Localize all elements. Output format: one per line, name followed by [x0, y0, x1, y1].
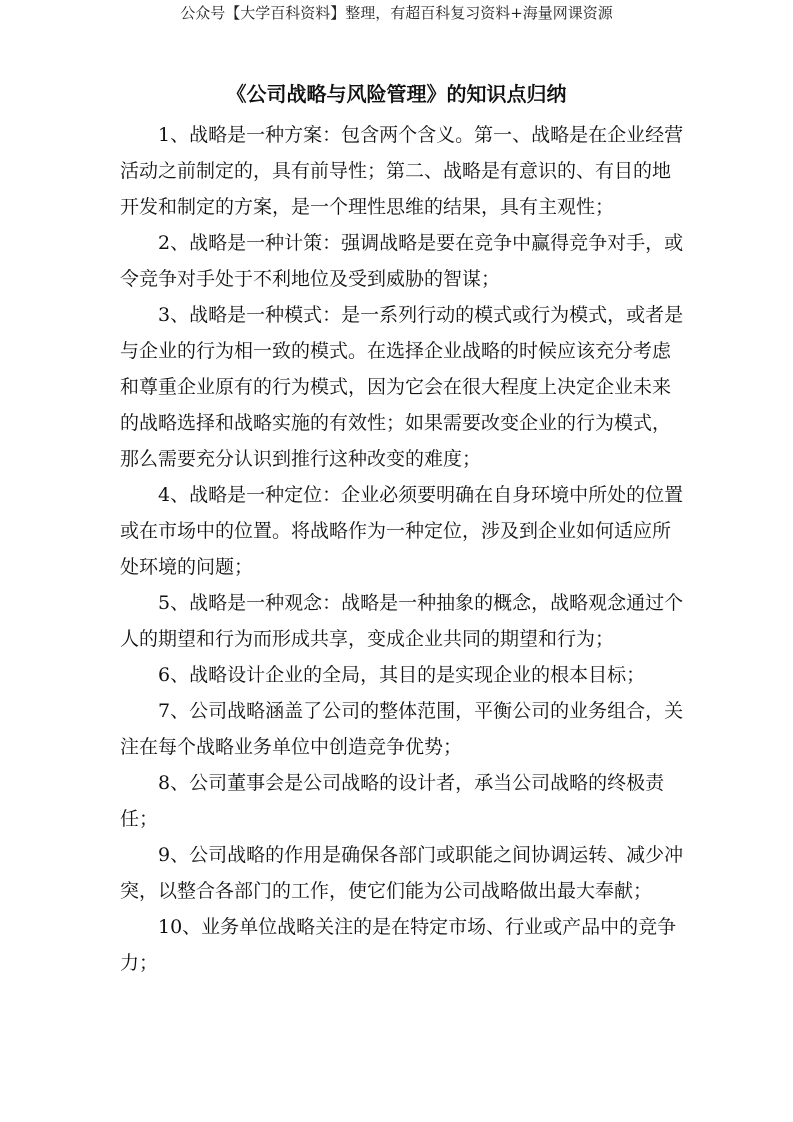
paragraph-line: 10、业务单位战略关注的是在特定市场、行业或产品中的竞争 [158, 916, 677, 938]
paragraph-line: 活动之前制定的，具有前导性；第二、战略是有意识的、有目的地 [120, 160, 672, 182]
paragraph [120, 837, 684, 909]
paragraph [120, 657, 672, 693]
paragraph-line: 令竞争对手处于不利地位及受到威胁的智谋； [120, 268, 501, 290]
paragraph-line: 处环境的问题； [120, 556, 254, 578]
paragraph-line: 1、战略是一种方案：包含两个含义。第一、战略是在企业经营 [158, 124, 684, 146]
paragraph-line: 2、战略是一种计策：强调战略是要在竞争中赢得竞争对手，或 [158, 232, 684, 254]
paragraph-line: 9、公司战略的作用是确保各部门或职能之间协调运转、减少冲 [158, 844, 684, 866]
paragraph [120, 585, 684, 657]
paragraph [120, 477, 684, 585]
paragraph-line: 人的期望和行为而形成共享，变成企业共同的期望和行为； [120, 628, 615, 650]
paragraph-line: 开发和制定的方案，是一个理性思维的结果，具有主观性； [120, 196, 615, 218]
paragraph-line: 的战略选择和战略实施的有效性；如果需要改变企业的行为模式， [120, 412, 672, 434]
document-title: 《公司战略与风险管理》的知识点归纳 [226, 82, 567, 106]
paragraph-line: 5、战略是一种观念：战略是一种抽象的概念，战略观念通过个 [158, 592, 684, 614]
paragraph-line: 那么需要充分认识到推行这种改变的难度； [120, 448, 482, 470]
paragraph-line: 3、战略是一种模式：是一系列行动的模式或行为模式，或者是 [158, 304, 684, 326]
paragraph-line: 4、战略是一种定位：企业必须要明确在自身环境中所处的位置 [158, 484, 684, 506]
paragraph-line: 7、公司战略涵盖了公司的整体范围，平衡公司的业务组合，关 [158, 700, 684, 722]
paragraph-line: 8、公司董事会是公司战略的设计者，承当公司战略的终极责 [158, 772, 665, 794]
paragraph [120, 909, 677, 981]
paragraph [120, 297, 684, 477]
document-body [120, 117, 684, 981]
paragraph-line: 与企业的行为相一致的模式。在选择企业战略的时候应该充分考虑 [120, 340, 672, 362]
paragraph [120, 693, 684, 765]
paragraph-line: 和尊重企业原有的行为模式，因为它会在很大程度上决定企业未来 [120, 376, 672, 398]
paragraph-line: 注在每个战略业务单位中创造竞争优势； [120, 736, 463, 758]
paragraph-line: 力； [120, 952, 159, 974]
paragraph [120, 765, 672, 837]
page-header: 公众号【大学百科资料】整理，有超百科复习资料+海量网课资源 [180, 4, 613, 22]
paragraph-line: 或在市场中的位置。将战略作为一种定位，涉及到企业如何适应所 [120, 520, 672, 542]
paragraph-line: 6、战略设计企业的全局，其目的是实现企业的根本目标； [158, 664, 646, 686]
paragraph-line: 突，以整合各部门的工作，使它们能为公司战略做出最大奉献； [120, 880, 653, 902]
paragraph [120, 225, 684, 297]
paragraph-line: 任； [120, 808, 159, 830]
paragraph [120, 117, 684, 225]
